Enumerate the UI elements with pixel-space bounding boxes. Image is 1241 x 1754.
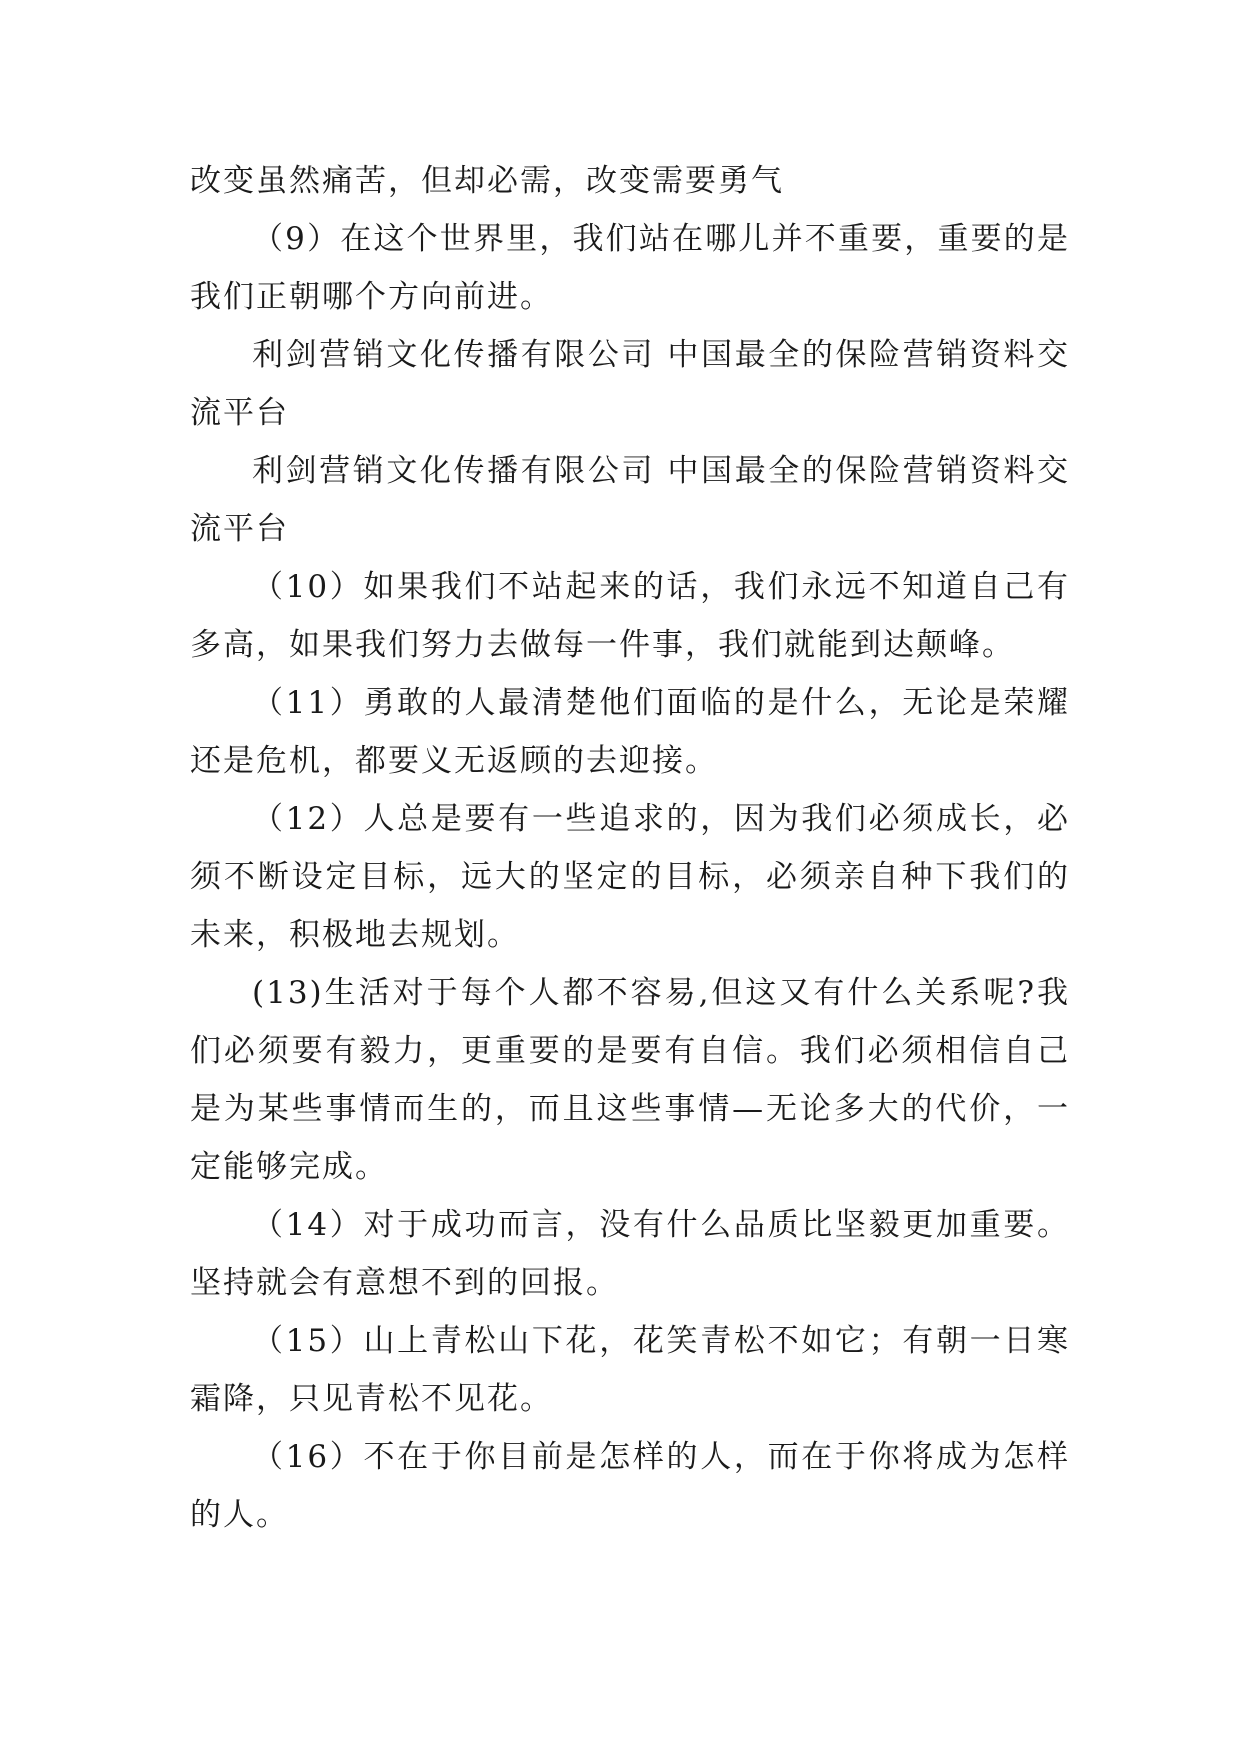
document-body (190, 152, 1070, 1544)
paragraph-6: （11）勇敢的人最清楚他们面临的是什么，无论是荣耀还是危机，都要义无返顾的去迎接。 (190, 685, 1070, 779)
paragraph-7: （12）人总是要有一些追求的，因为我们必须成长，必须不断设定目标，远大的坚定的目标，必须亲自种下我们的未来，积极地去规划。 (190, 801, 1070, 953)
paragraph-3: 利剑营销文化传播有限公司 中国最全的保险营销资料交流平台 (190, 337, 1070, 431)
paragraph-5: （10）如果我们不站起来的话，我们永远不知道自己有多高，如果我们努力去做每一件事，我们就能到达颠峰。 (190, 569, 1070, 663)
paragraph-4: 利剑营销文化传播有限公司 中国最全的保险营销资料交流平台 (190, 453, 1070, 547)
paragraph-9: （14）对于成功而言，没有什么品质比坚毅更加重要。坚持就会有意想不到的回报。 (190, 1207, 1070, 1301)
paragraph-8: (13)生活对于每个人都不容易,但这又有什么关系呢?我们必须要有毅力，更重要的是要有自信。我们必须相信自己是为某些事情而生的，而且这些事情—无论多大的代价，一定能够完成。 (190, 975, 1070, 1185)
paragraph-11: （16）不在于你目前是怎样的人，而在于你将成为怎样的人。 (190, 1439, 1070, 1533)
paragraph-10: （15）山上青松山下花，花笑青松不如它；有朝一日寒霜降，只见青松不见花。 (190, 1323, 1070, 1417)
paragraph-1: 改变虽然痛苦，但却必需，改变需要勇气 (190, 163, 784, 199)
paragraph-2: （9）在这个世界里，我们站在哪儿并不重要，重要的是我们正朝哪个方向前进。 (190, 221, 1070, 315)
